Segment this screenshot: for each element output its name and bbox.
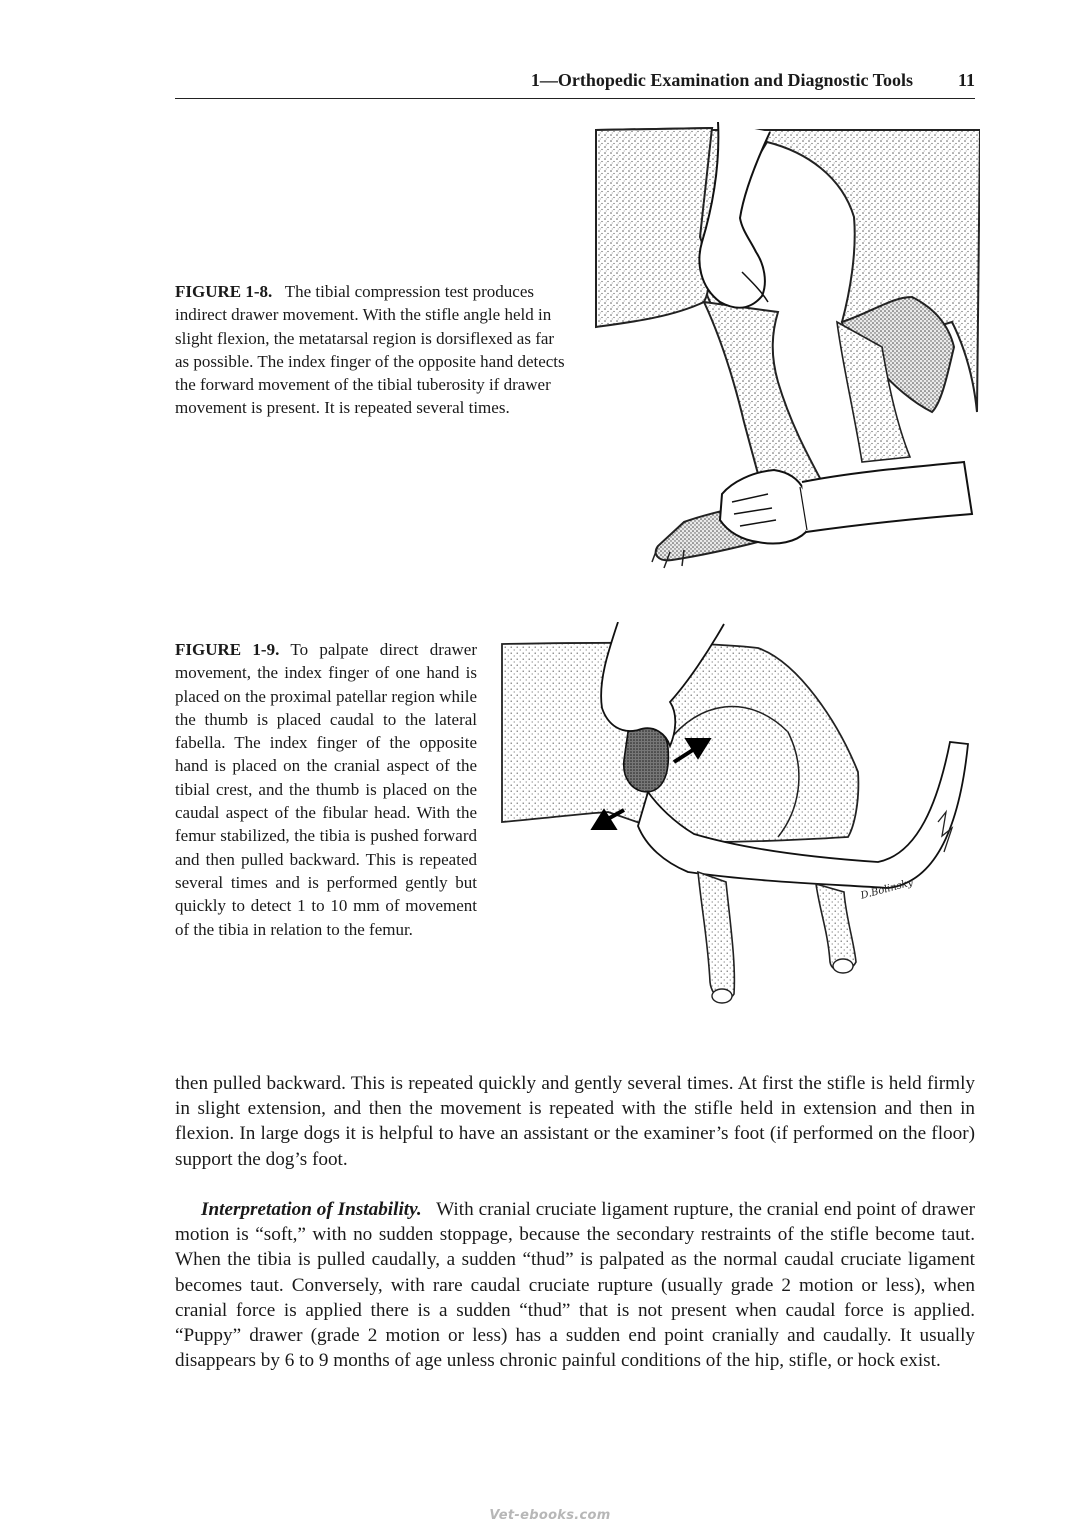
figure-1-9-illustration <box>498 622 982 1012</box>
figure-1-9-label: FIGURE 1-9. <box>175 640 280 659</box>
body-paragraph-1: then pulled backward. This is repeated quickly and gently several times. At first the stifle is held firmly in slight extension, and then the movement is repeated with the stifle held in extension and then in flexion. In large dogs it is helpful to have an assistant or the examiner’s foot (if performed on the floor) support the dog’s foot. <box>175 1073 975 1170</box>
figure-1-9-caption <box>175 638 477 941</box>
figure-1-9-caption-text: To palpate direct drawer movement, the index finger of one hand is placed on the proximal patellar region while the thumb is placed caudal to the lateral fabella. The index finger of the opposite hand is placed on the cranial aspect of the tibial crest, and the thumb is placed on the caudal aspect of the fibular head. With the femur stabilized, the tibia is pushed forward and then pulled backward. This is repeated several times and is performed gently but quickly to detect 1 to 10 mm of movement of the tibia in relation to the femur. <box>175 640 477 939</box>
body-paragraph-2-text: With cranial cruciate ligament rupture, the cranial end point of drawer motion is “soft,” with no sudden stoppage, because the secondary restraints of the stifle become taut. When the tibia is pulled caudally, a sudden “thud” is palpated as the normal caudal cruciate ligament becomes taut. Conversely, with rare caudal cruciate rupture (usually grade 2 motion or less), when cranial force is applied there is a sudden “thud” that is not present when caudal force is applied. “Puppy” drawer (grade 2 motion or less) has a sudden end point cranially and caudally. It usually disappears by 6 to 9 months of age unless chronic painful conditions of the hip, stifle, or hock exist. <box>175 1199 975 1372</box>
watermark: Vet-ebooks.com <box>489 1508 611 1523</box>
figure-1-8-caption-text: The tibial compression test produces indirect drawer movement. With the stifle angle held in slight flexion, the metatarsal region is dorsiflexed as far as possible. The index finger of the opposite hand detects the forward movement of the tibial tuberosity if drawer movement is present. It is repeated several times. <box>175 282 565 418</box>
running-head-title: 1—Orthopedic Examination and Diagnostic Tools <box>530 70 913 90</box>
run-in-heading: Interpretation of Instability. <box>201 1199 422 1220</box>
body-paragraph-2 <box>175 1197 975 1373</box>
page-number: 11 <box>957 70 975 90</box>
running-head <box>175 68 975 94</box>
figure-1-8-label: FIGURE 1-8. <box>175 282 273 301</box>
artist-signature: D.Bolinsky <box>859 877 915 902</box>
header-rule <box>175 98 975 99</box>
figure-1-8-caption <box>175 280 567 420</box>
figure-1-8-illustration <box>592 122 980 584</box>
